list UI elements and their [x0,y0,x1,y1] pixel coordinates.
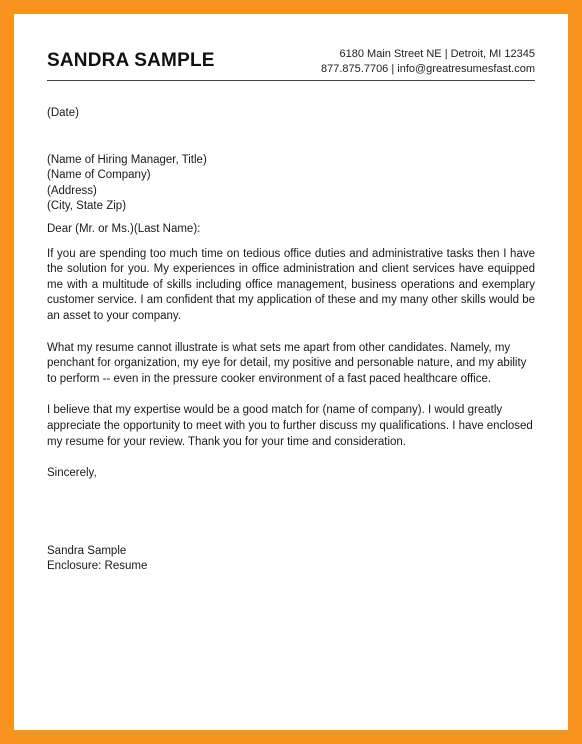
recipient-block [47,153,535,215]
paragraph-intro: If you are spending too much time on tedious office duties and administrative tasks then I have the solution for you. My experiences in office administration and client services have equipped me with a multitude of skills including office management, business operations and exemplary customer service. I am confident that my application of these and my many other skills would be an asset to your company. [47,247,535,322]
sender-phone-email: 877.875.7706 | info@greatresumesfast.com [321,63,535,75]
closing: Sincerely, [47,467,97,480]
enclosure: Enclosure: Resume [47,560,148,573]
recipient-line: (Name of Hiring Manager, Title) [47,153,207,166]
paragraph-strengths: What my resume cannot illustrate is what sets me apart from other candidates. Namely, my penchant for organization, my eye for detail, my positive and personable nature, and my ability to perform -- even in the pressure cooker environment of a fast paced healthcare office. [47,341,527,385]
paragraph-closing: I believe that my expertise would be a good match for (name of company). I would greatly appreciate the opportunity to meet with you to further discuss my qualifications. I have enclosed my resume for your review. Thank you for your time and consideration. [47,404,533,448]
letter-page [14,14,568,730]
sender-address: 6180 Main Street NE | Detroit, MI 12345 [339,48,535,60]
recipient-line: (Name of Company) [47,169,151,182]
letter-date: (Date) [47,107,79,119]
header-divider [47,80,535,81]
sender-contact [321,47,535,77]
letter-body [47,106,535,575]
sender-name: SANDRA SAMPLE [47,50,215,71]
salutation: Dear (Mr. or Ms.)(Last Name): [47,222,201,235]
signature-name: Sandra Sample [47,544,127,557]
recipient-line: (City, State Zip) [47,200,127,213]
recipient-line: (Address) [47,184,97,197]
